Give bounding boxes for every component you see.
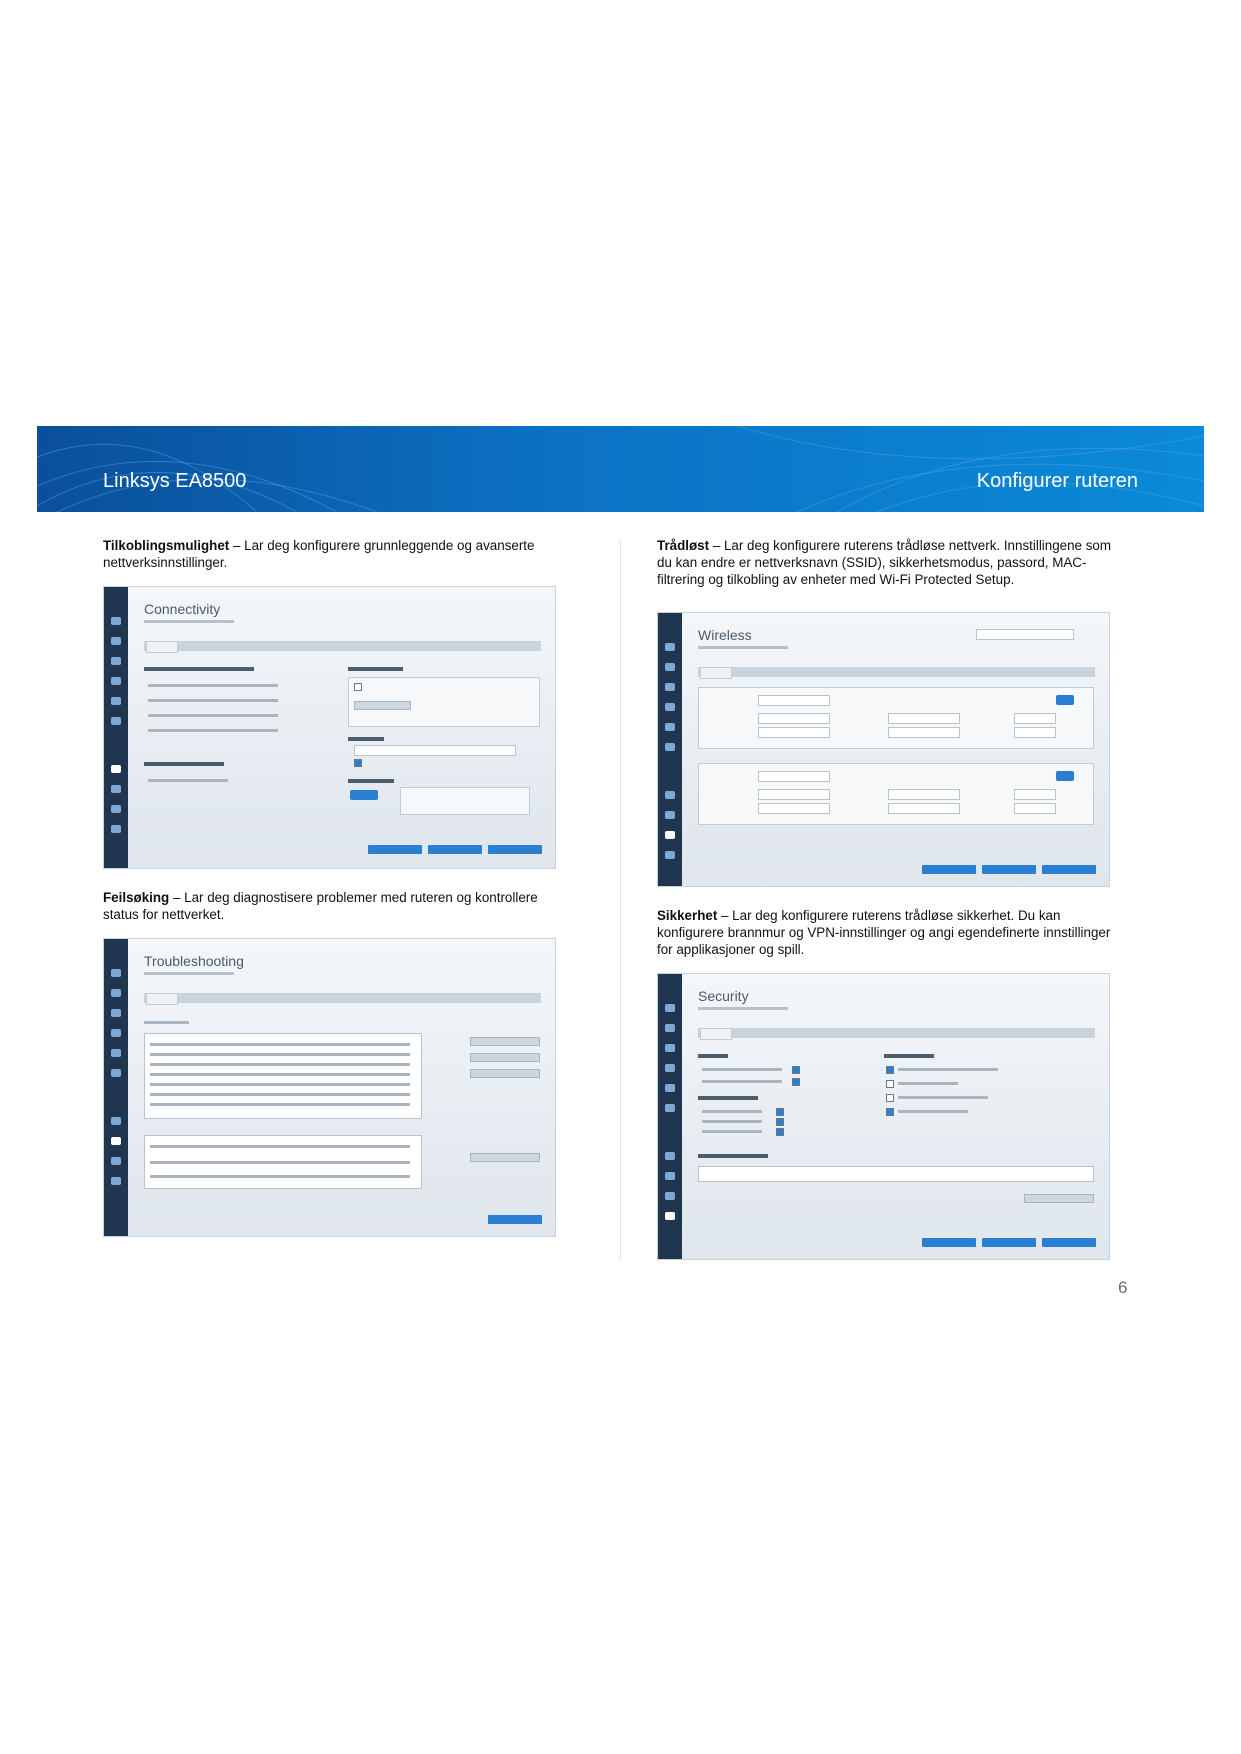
screen-title: Connectivity (144, 601, 221, 617)
section-title: Konfigurer ruteren (976, 470, 1138, 492)
wireless-term: Trådløst (657, 538, 710, 553)
header-banner (37, 426, 1204, 512)
connectivity-screenshot (103, 586, 556, 869)
wireless-description (657, 537, 1127, 588)
security-term: Sikkerhet (657, 908, 718, 923)
screen-title: Wireless (698, 627, 752, 643)
troubleshooting-text: – Lar deg diagnostisere problemer med ruteren og kontrollere status for nettverket. (103, 890, 538, 922)
connectivity-term: Tilkoblingsmulighet (103, 538, 230, 553)
troubleshooting-description (103, 889, 563, 923)
nav-rail (104, 939, 128, 1236)
page-number: 6 (1118, 1278, 1128, 1297)
security-screenshot (657, 973, 1110, 1260)
nav-rail (658, 974, 682, 1259)
troubleshooting-term: Feilsøking (103, 890, 170, 905)
nav-rail (658, 613, 682, 886)
nav-rail (104, 587, 128, 868)
troubleshooting-screenshot (103, 938, 556, 1237)
connectivity-description (103, 537, 563, 571)
banner-wave-decoration (37, 426, 1204, 512)
screen-title: Troubleshooting (144, 953, 244, 969)
wireless-screenshot (657, 612, 1110, 887)
column-divider (620, 540, 621, 1260)
wireless-text: – Lar deg konfigurere ruterens trådløse nettverk. Innstillingene som du kan endre er nettverksnavn (SSID), sikkerhetsmodus, passord, MAC-filtrering og tilkobling av enheter med Wi-Fi Protected Setup. (657, 538, 1112, 587)
security-text: – Lar deg konfigurere ruterens trådløse sikkerhet. Du kan konfigurere brannmur og VPN-innstillinger og angi egendefinerte innstillinger for applikasjoner og spill. (657, 908, 1111, 957)
screen-title: Security (698, 988, 749, 1004)
product-name: Linksys EA8500 (103, 470, 247, 492)
security-description (657, 907, 1127, 958)
connectivity-text: – Lar deg konfigurere grunnleggende og avanserte nettverksinnstillinger. (103, 538, 535, 570)
